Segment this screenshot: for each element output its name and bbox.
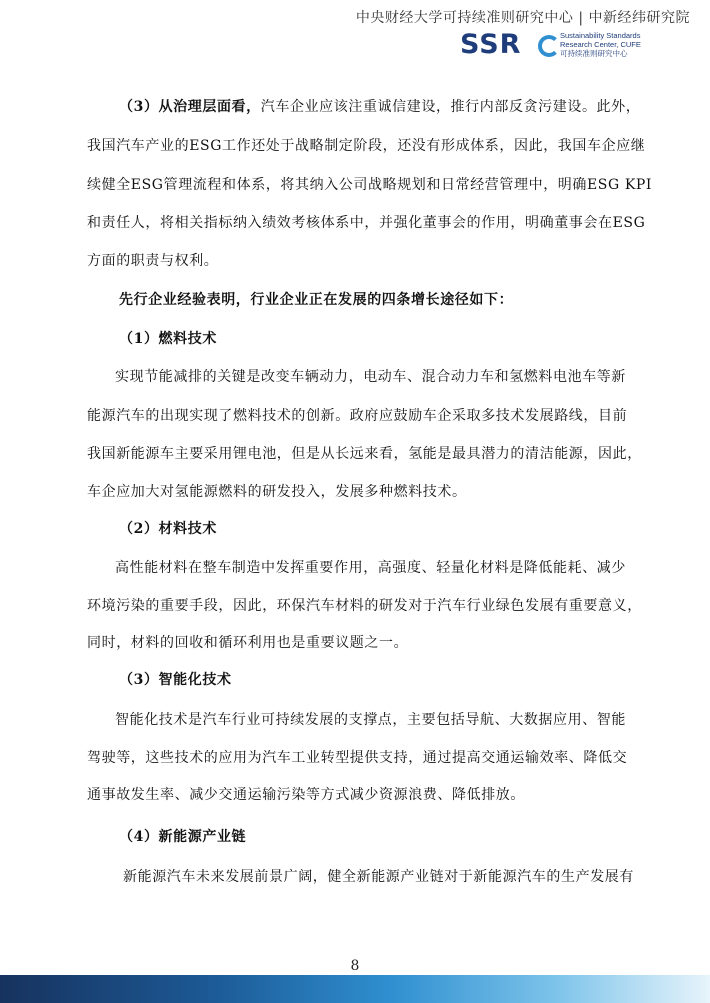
paragraph-line: 能源汽车的出现实现了燃料技术的创新。政府应鼓励车企采取多技术发展路线，目前 [87, 408, 628, 424]
logo-subtitle-line: 可持续准则研究中心 [560, 49, 628, 58]
logo-subtitle [560, 31, 641, 58]
section-intro: 先行企业经验表明，行业企业正在发展的四条增长途径如下： [119, 292, 514, 308]
heading-fuel-technology: （1）燃料技术 [119, 331, 217, 347]
paragraph-line: 高性能材料在整车制造中发挥重要作用，高强度、轻量化材料是降低能耗、减少 [115, 560, 626, 576]
logo-mark: SSR [460, 29, 522, 60]
paragraph-line: 实现节能减排的关键是改变车辆动力，电动车、混合动力车和氢燃料电池车等新 [115, 369, 626, 385]
paragraph-lead: （3）从治理层面看， [119, 99, 261, 115]
logo-subtitle-line: Sustainability Standards [560, 31, 641, 40]
footer-bar [0, 975, 710, 1003]
paragraph-text: 汽车企业应该注重诚信建设，推行内部反贪污建设。此外， [260, 99, 641, 115]
paragraph-line: 新能源汽车未来发展前景广阔，健全新能源产业链对于新能源汽车的生产发展有 [123, 869, 634, 885]
heading-new-energy-chain: （4）新能源产业链 [119, 829, 247, 845]
paragraph-line: 驾驶等，这些技术的应用为汽车工业转型提供支持，通过提高交通运输效率、降低交 [87, 750, 628, 766]
paragraph-line: 车企应加大对氢能源燃料的研发投入，发展多种燃料技术。 [87, 484, 467, 500]
paragraph-line: 智能化技术是汽车行业可持续发展的支撑点，主要包括导航、大数据应用、智能 [115, 712, 626, 728]
header-title: 中央财经大学可持续准则研究中心 | 中新经纬研究院 [355, 10, 690, 26]
paragraph-line: 和责任人，将相关指标纳入绩效考核体系中，并强化董事会的作用，明确董事会在ESG [87, 215, 646, 231]
logo-subtitle-line: Research Center, CUFE [560, 40, 641, 49]
paragraph-line: 续健全ESG管理流程和体系，将其纳入公司战略规划和日常经营管理中，明确ESG KPI [87, 177, 653, 193]
heading-materials-technology: （2）材料技术 [119, 521, 217, 537]
paragraph-line: 我国新能源车主要采用锂电池，但是从长远来看，氢能是最具潜力的清洁能源，因此， [87, 446, 642, 462]
paragraph-line: 方面的职责与权利。 [87, 253, 219, 269]
paragraph-line: 通事故发生率、减少交通运输污染等方式减少资源浪费、降低排放。 [87, 787, 525, 803]
paragraph-line: 我国汽车产业的ESG工作还处于战略制定阶段，还没有形成体系，因此，我国车企应继 [87, 138, 646, 154]
logo-ring-icon [538, 35, 560, 57]
paragraph-line [119, 96, 641, 118]
ssrc-logo [460, 30, 700, 62]
page-number: 8 [350, 958, 360, 974]
paragraph-line: 环境污染的重要手段，因此，环保汽车材料的研发对于汽车行业绿色发展有重要意义， [87, 598, 642, 614]
heading-intelligent-technology: （3）智能化技术 [119, 672, 232, 688]
paragraph-line: 同时，材料的回收和循环利用也是重要议题之一。 [87, 635, 409, 651]
